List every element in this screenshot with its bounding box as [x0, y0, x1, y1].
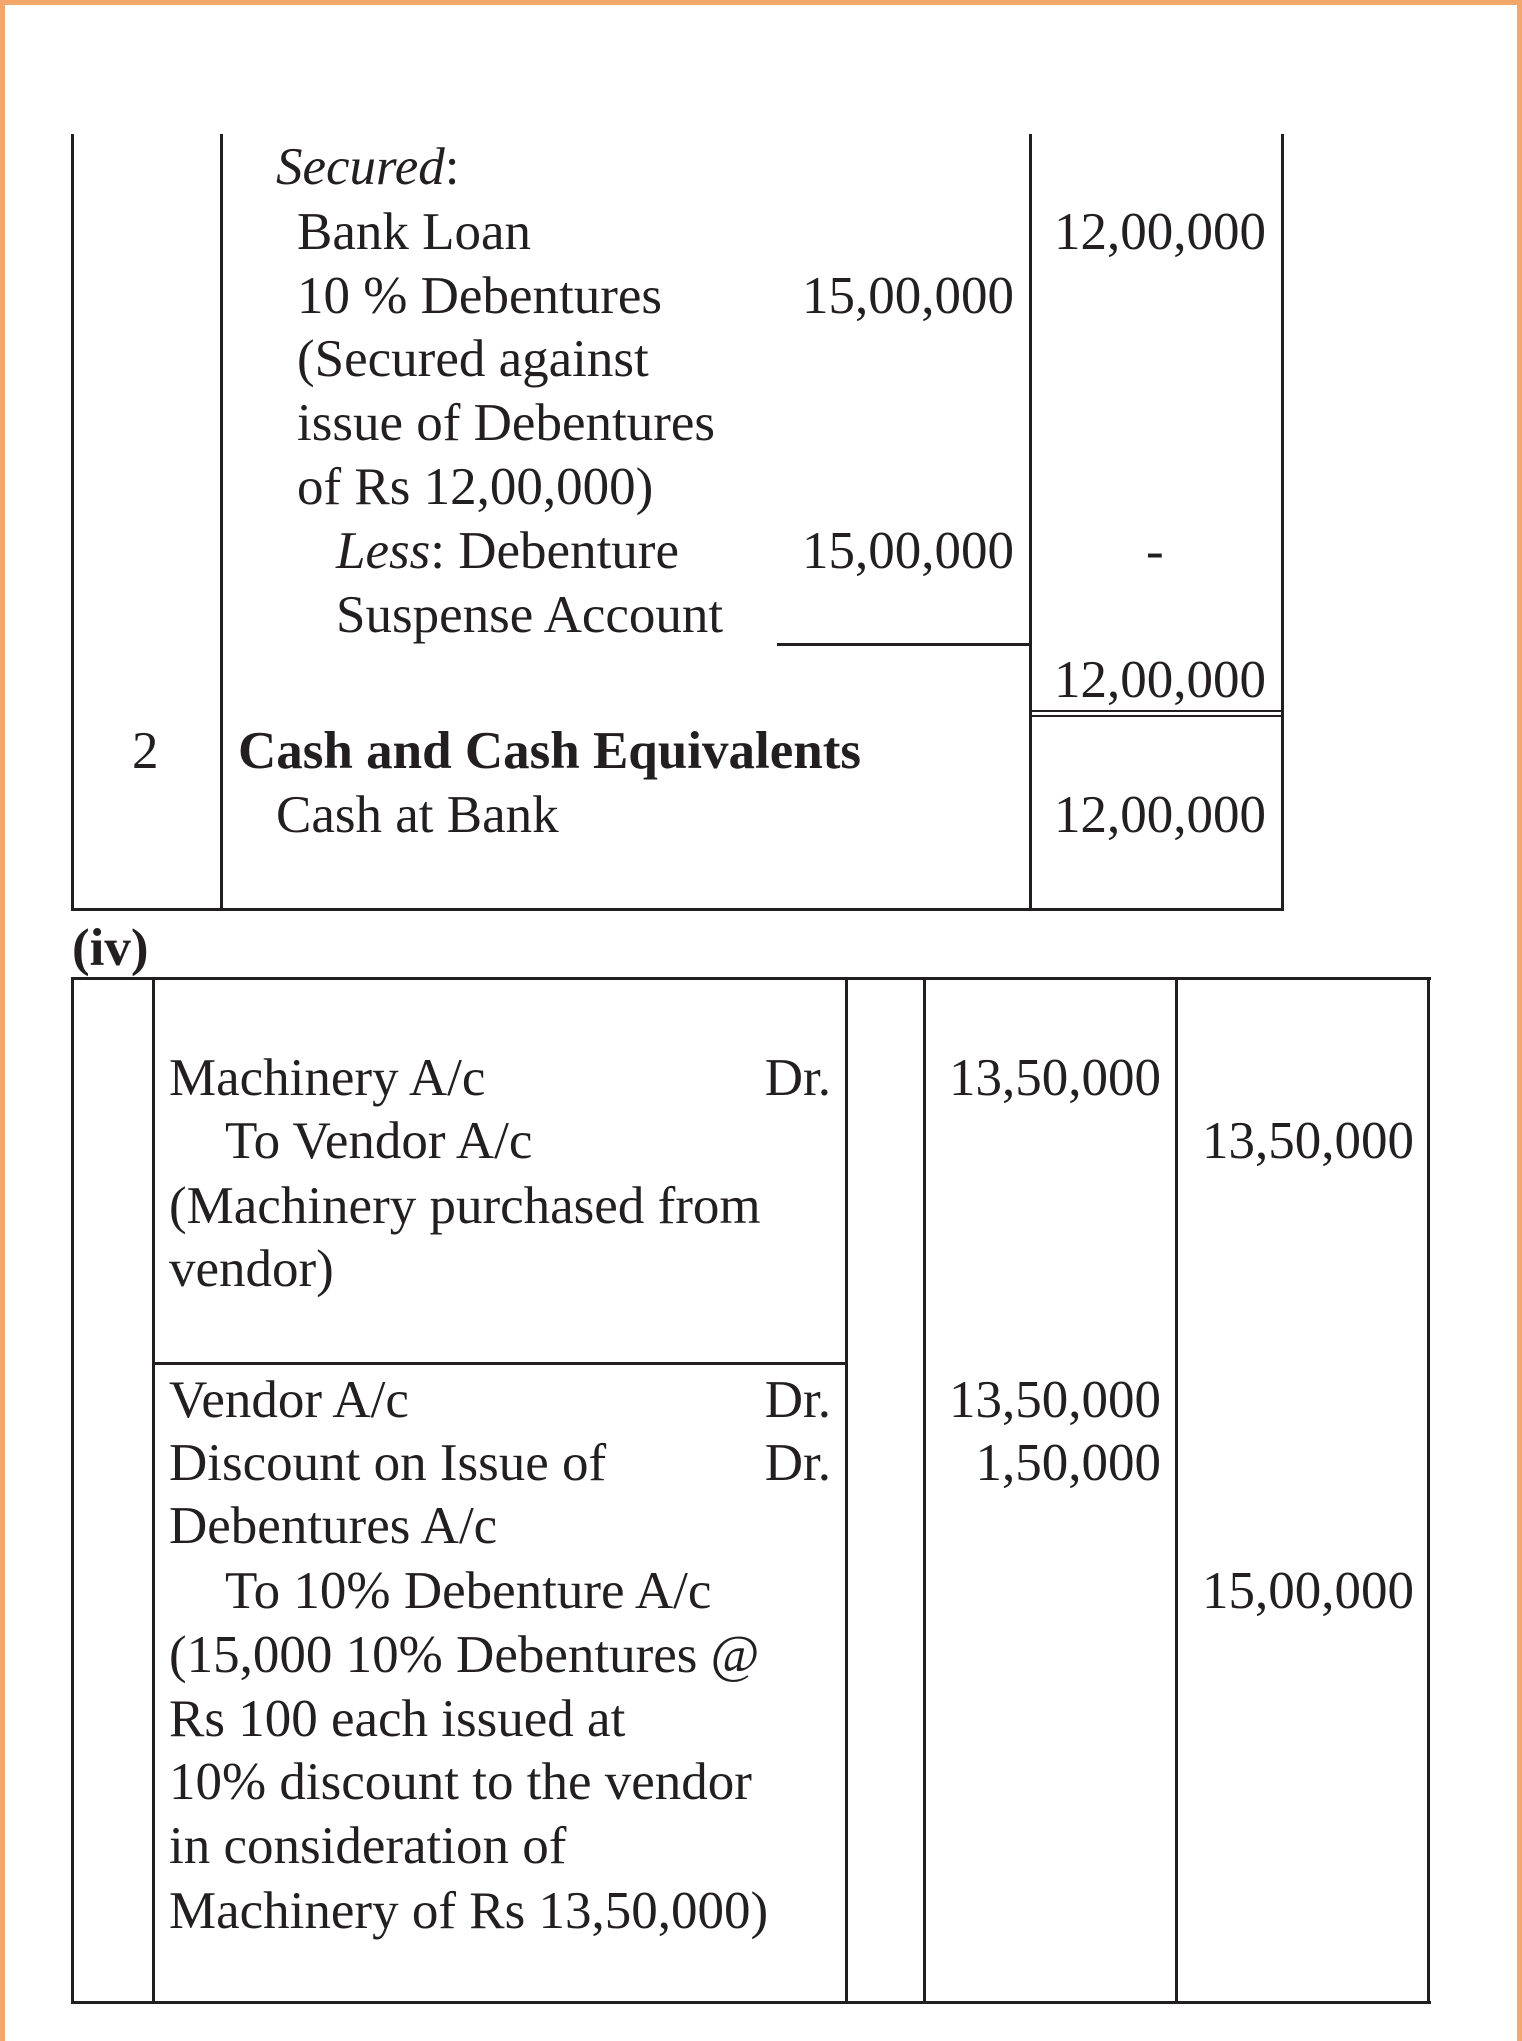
entry1-credit-account: To Vendor A/c — [225, 1112, 533, 1170]
entry1-debit-amount: 13,50,000 — [949, 1049, 1161, 1107]
debentures-label: 10 % Debentures — [297, 267, 662, 325]
subtotal-underline — [777, 643, 1031, 646]
entry2-credit-amount: 15,00,000 — [1202, 1562, 1414, 1620]
note-heading: Cash and Cash Equivalents — [238, 722, 861, 780]
entry2-credit-account: To 10% Debenture A/c — [225, 1562, 712, 1620]
less-net: - — [1146, 522, 1164, 580]
journal-col-divider-2 — [845, 977, 848, 2004]
cash-at-bank-amount: 12,00,000 — [1054, 786, 1266, 844]
entry2-narration-line: Rs 100 each issued at — [169, 1690, 626, 1748]
entry1-narration-line: vendor) — [169, 1240, 334, 1298]
entry2-debit2-amount: 1,50,000 — [975, 1434, 1161, 1492]
entry2-debit1-amount: 13,50,000 — [949, 1371, 1161, 1429]
bank-loan-amount: 12,00,000 — [1054, 203, 1266, 261]
journal-col-divider-1 — [152, 977, 155, 2004]
secured-label: Secured — [276, 138, 445, 196]
less-label: : Debenture — [430, 522, 679, 580]
table1-col-divider-2 — [1029, 134, 1032, 911]
entry1-credit-amount: 13,50,000 — [1202, 1112, 1414, 1170]
entry2-debit2-marker: Dr. — [764, 1434, 831, 1492]
journal-bottom-border — [71, 2001, 1431, 2004]
entry2-debit1-account: Vendor A/c — [169, 1371, 409, 1429]
debentures-note-line: (Secured against — [297, 330, 649, 388]
subtotal-amount: 12,00,000 — [1054, 651, 1266, 709]
less-line — [336, 519, 679, 583]
entry2-debit1-marker: Dr. — [764, 1371, 831, 1429]
journal-top-border — [71, 977, 1431, 980]
note-number: 2 — [132, 722, 159, 780]
journal-col-divider-4 — [1175, 977, 1178, 2004]
less-prefix: Less — [336, 522, 431, 580]
entry2-debit2-account: Discount on Issue of — [169, 1434, 607, 1492]
total-double-line-2 — [1030, 715, 1282, 717]
journal-right-border — [1427, 977, 1430, 2004]
section-label: (iv) — [72, 919, 149, 977]
journal-left-border — [71, 977, 74, 2004]
entry1-debit-account: Machinery A/c — [169, 1049, 486, 1107]
entry2-debit2-account-cont: Debentures A/c — [169, 1497, 498, 1555]
debentures-note-line: of Rs 12,00,000) — [297, 458, 654, 516]
journal-col-divider-3 — [923, 977, 926, 2004]
entry1-narration-line: (Machinery purchased from — [169, 1177, 761, 1235]
table1-right-border — [1281, 134, 1284, 911]
entry2-narration-line: Machinery of Rs 13,50,000) — [169, 1882, 769, 1940]
less-label-cont: Suspense Account — [336, 586, 724, 644]
table1-col-divider-1 — [220, 134, 223, 911]
less-amount: 15,00,000 — [802, 522, 1014, 580]
table1-left-border — [71, 134, 74, 911]
entry1-debit-marker: Dr. — [764, 1049, 831, 1107]
secured-heading — [276, 135, 459, 199]
entry2-narration-line: 10% discount to the vendor — [169, 1753, 752, 1811]
entry2-narration-line: in consideration of — [169, 1817, 567, 1875]
bank-loan-label: Bank Loan — [297, 203, 532, 261]
table1-bottom-border — [71, 908, 1284, 911]
debentures-note-line: issue of Debentures — [297, 394, 715, 452]
debentures-amount: 15,00,000 — [802, 267, 1014, 325]
entry2-narration-line: (15,000 10% Debentures @ — [169, 1626, 760, 1684]
entry-separator — [153, 1362, 847, 1365]
cash-at-bank-label: Cash at Bank — [276, 786, 559, 844]
secured-colon: : — [444, 138, 460, 196]
